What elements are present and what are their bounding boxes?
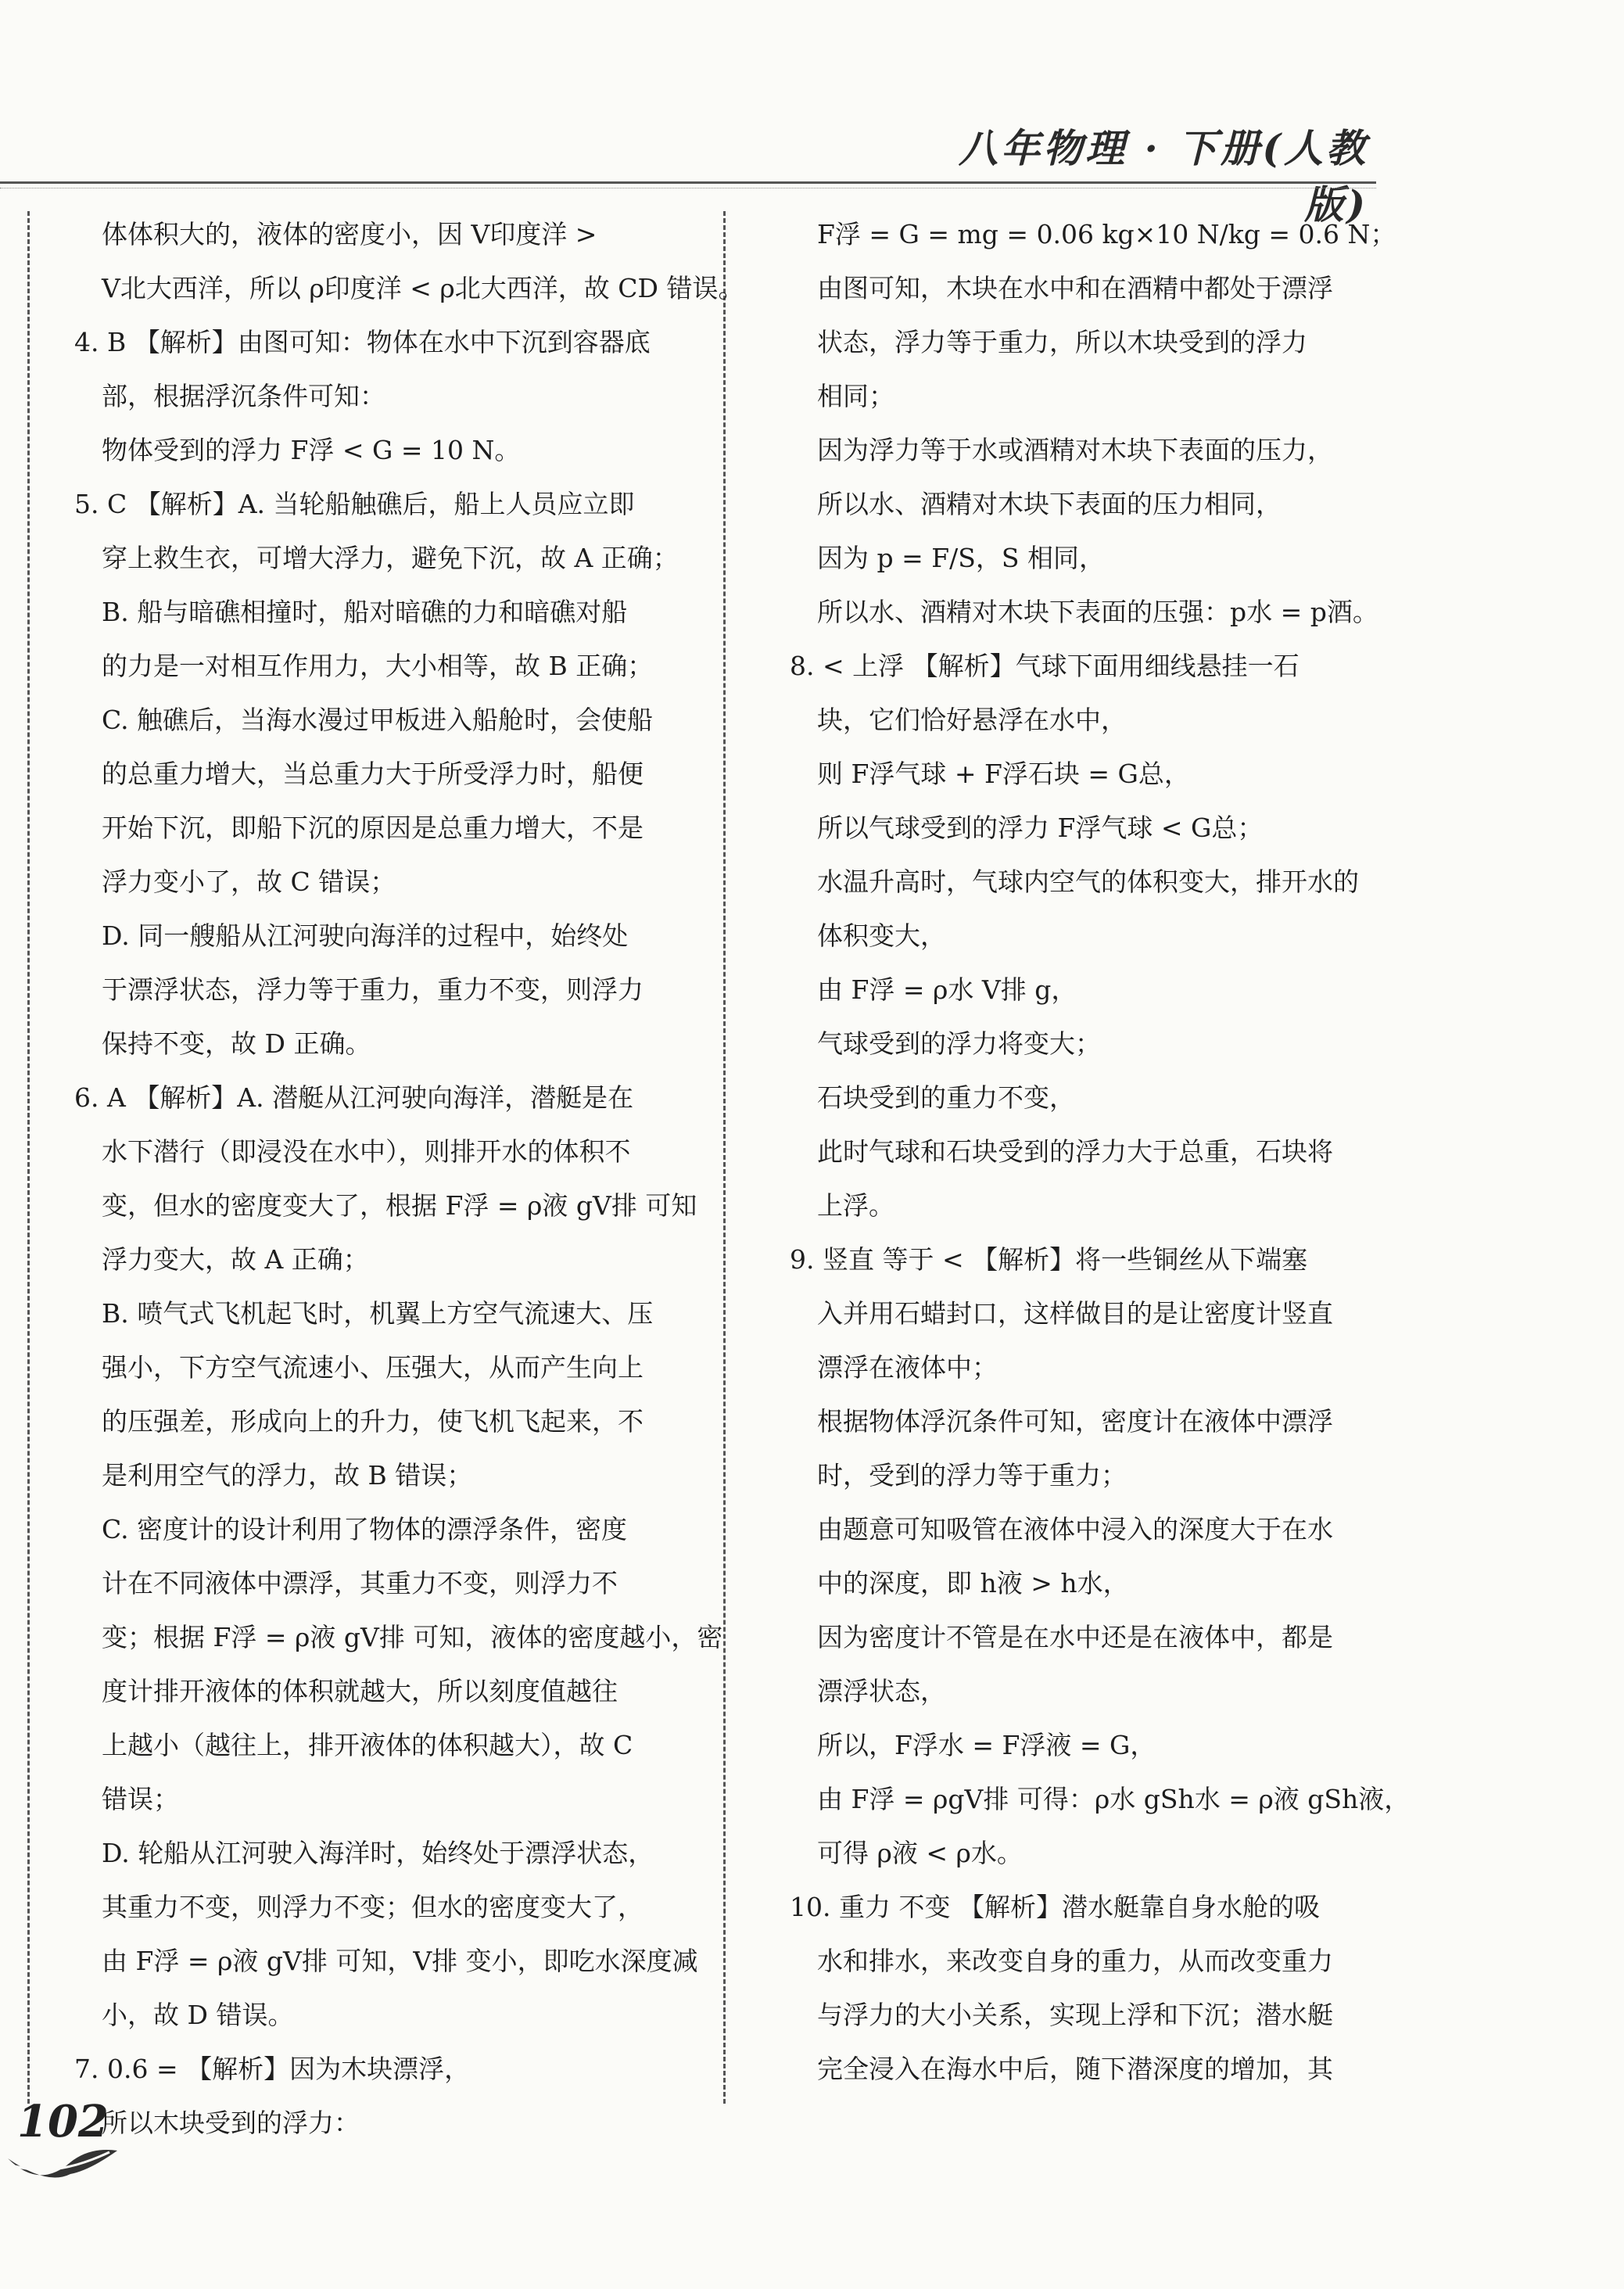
text-line: 上浮。 bbox=[817, 1190, 894, 1221]
text-line: 其重力不变，则浮力不变；但水的密度变大了， bbox=[102, 1892, 644, 1922]
text-line: 时，受到的浮力等于重力； bbox=[817, 1460, 1127, 1491]
text-line: 水和排水，来改变自身的重力，从而改变重力 bbox=[817, 1946, 1333, 1976]
text-line: 此时气球和石块受到的浮力大于总重，石块将 bbox=[817, 1136, 1333, 1167]
text-line: 物体受到的浮力 F浮 < G = 10 N。 bbox=[102, 435, 521, 465]
text-line: 强小，下方空气流速小、压强大，从而产生向上 bbox=[102, 1352, 644, 1383]
text-line: 保持不变，故 D 正确。 bbox=[102, 1028, 371, 1059]
text-line: 状态，浮力等于重力，所以木块受到的浮力 bbox=[817, 327, 1307, 357]
text-line: 浮力变小了，故 C 错误； bbox=[102, 866, 396, 897]
text-line: 的压强差，形成向上的升力，使飞机飞起来，不 bbox=[102, 1406, 644, 1437]
text-line: 浮力变大，故 A 正确； bbox=[102, 1244, 369, 1275]
text-line: 气球受到的浮力将变大； bbox=[817, 1028, 1101, 1059]
text-line: 水下潜行（即浸没在水中），则排开水的体积不 bbox=[102, 1136, 631, 1167]
text-line: 变；根据 F浮 = ρ液 gV排 可知，液体的密度越小，密 bbox=[102, 1622, 723, 1652]
text-line: 开始下沉，即船下沉的原因是总重力增大，不是 bbox=[102, 813, 644, 843]
text-line: 与浮力的大小关系，实现上浮和下沉；潜水艇 bbox=[817, 2000, 1333, 2030]
text-line: 所以，F浮水 = F浮液 = G， bbox=[817, 1730, 1156, 1760]
text-line: C. 密度计的设计利用了物体的漂浮条件，密度 bbox=[102, 1514, 628, 1545]
page-number: 102 bbox=[17, 2096, 109, 2147]
text-line: 上越小（越往上，排开液体的体积越大），故 C bbox=[102, 1730, 633, 1760]
text-line: F浮 = G = mg = 0.06 kg×10 N/kg = 0.6 N； bbox=[817, 219, 1396, 249]
text-line: 9. 竖直 等于 < 【解析】将一些铜丝从下端塞 bbox=[790, 1244, 1308, 1275]
text-line: 则 F浮气球 + F浮石块 = G总， bbox=[817, 759, 1190, 789]
text-line: 6. A 【解析】A. 潜艇从江河驶向海洋，潜艇是在 bbox=[74, 1082, 634, 1113]
text-line: D. 同一艘船从江河驶向海洋的过程中，始终处 bbox=[102, 920, 629, 951]
right-answer-column bbox=[790, 207, 1411, 2096]
text-line: 所以水、酒精对木块下表面的压力相同， bbox=[817, 489, 1282, 519]
text-line: 因为密度计不管是在水中还是在液体中，都是 bbox=[817, 1622, 1333, 1652]
text-line: 由图可知，木块在水中和在酒精中都处于漂浮 bbox=[817, 273, 1333, 303]
text-line: 是利用空气的浮力，故 B 错误； bbox=[102, 1460, 473, 1491]
text-line: 的总重力增大，当总重力大于所受浮力时，船便 bbox=[102, 759, 644, 789]
text-line: C. 触礁后，当海水漫过甲板进入船舱时，会使船 bbox=[102, 705, 654, 735]
text-line: 体体积大的，液体的密度小，因 V印度洋 > bbox=[102, 219, 597, 249]
text-line: 10. 重力 不变 【解析】潜水艇靠自身水舱的吸 bbox=[790, 1892, 1320, 1922]
text-line: B. 船与暗礁相撞时，船对暗礁的力和暗礁对船 bbox=[102, 597, 628, 627]
left-answer-column bbox=[74, 207, 744, 2150]
book-header-title: 八年物理 · 下册(人教版) bbox=[959, 125, 1368, 228]
text-line: 漂浮状态， bbox=[817, 1676, 946, 1706]
text-line: 因为 p = F/S，S 相同， bbox=[817, 543, 1105, 573]
text-line: 由 F浮 = ρ水 V排 g， bbox=[817, 974, 1077, 1005]
text-line: 的力是一对相互作用力，大小相等，故 B 正确； bbox=[102, 651, 654, 681]
text-line: 中的深度，即 h液 > h水， bbox=[817, 1568, 1129, 1598]
left-column-border-left bbox=[27, 211, 30, 2104]
text-line: 入并用石蜡封口，这样做目的是让密度计竖直 bbox=[817, 1298, 1333, 1329]
text-line: 体积变大， bbox=[817, 920, 946, 951]
text-line: 石块受到的重力不变， bbox=[817, 1082, 1075, 1113]
text-line: 所以气球受到的浮力 F浮气球 < G总； bbox=[817, 813, 1264, 843]
text-line: 小，故 D 错误。 bbox=[102, 2000, 294, 2030]
text-line: 5. C 【解析】A. 当轮船触礁后，船上人员应立即 bbox=[74, 489, 635, 519]
header-divider bbox=[0, 181, 1376, 184]
text-line: 完全浸入在海水中后，随下潜深度的增加，其 bbox=[817, 2054, 1333, 2084]
text-line: 根据物体浮沉条件可知，密度计在液体中漂浮 bbox=[817, 1406, 1333, 1437]
text-line: 水温升高时，气球内空气的体积变大，排开水的 bbox=[817, 866, 1359, 897]
text-line: 所以水、酒精对木块下表面的压强：p水 = p酒。 bbox=[817, 597, 1378, 627]
text-line: B. 喷气式飞机起飞时，机翼上方空气流速大、压 bbox=[102, 1298, 654, 1329]
text-line: 变，但水的密度变大了，根据 F浮 = ρ液 gV排 可知 bbox=[102, 1190, 697, 1221]
text-line: 由 F浮 = ρgV排 可得：ρ水 gSh水 = ρ液 gSh液， bbox=[817, 1784, 1411, 1814]
text-line: 穿上救生衣，可增大浮力，避免下沉，故 A 正确； bbox=[102, 543, 679, 573]
text-line: 块，它们恰好悬浮在水中， bbox=[817, 705, 1127, 735]
text-line: 度计排开液体的体积就越大，所以刻度值越往 bbox=[102, 1676, 618, 1706]
text-line: 由题意可知吸管在液体中浸入的深度大于在水 bbox=[817, 1514, 1333, 1545]
text-line: 因为浮力等于水或酒精对木块下表面的压力， bbox=[817, 435, 1333, 465]
text-line: 4. B 【解析】由图可知：物体在水中下沉到容器底 bbox=[74, 327, 651, 357]
text-line: 相同； bbox=[817, 381, 894, 411]
text-line: 部，根据浮沉条件可知： bbox=[102, 381, 385, 411]
text-line: 计在不同液体中漂浮，其重力不变，则浮力不 bbox=[102, 1568, 618, 1598]
text-line: 于漂浮状态，浮力等于重力，重力不变，则浮力 bbox=[102, 974, 644, 1005]
text-line: 8. < 上浮 【解析】气球下面用细线悬挂一石 bbox=[790, 651, 1300, 681]
left-column-border-right bbox=[723, 211, 726, 2104]
text-line: 可得 ρ液 < ρ水。 bbox=[817, 1838, 1023, 1868]
text-line: 7. 0.6 = 【解析】因为木块漂浮， bbox=[74, 2054, 471, 2084]
text-line: 由 F浮 = ρ液 gV排 可知，V排 变小，即吃水深度减 bbox=[102, 1946, 698, 1976]
text-line: D. 轮船从江河驶入海洋时，始终处于漂浮状态， bbox=[102, 1838, 654, 1868]
text-line: V北大西洋，所以 ρ印度洋 < ρ北大西洋，故 CD 错误。 bbox=[102, 273, 744, 303]
text-line: 错误； bbox=[102, 1784, 179, 1814]
text-line: 所以木块受到的浮力： bbox=[102, 2108, 360, 2138]
text-line: 漂浮在液体中； bbox=[817, 1352, 998, 1383]
